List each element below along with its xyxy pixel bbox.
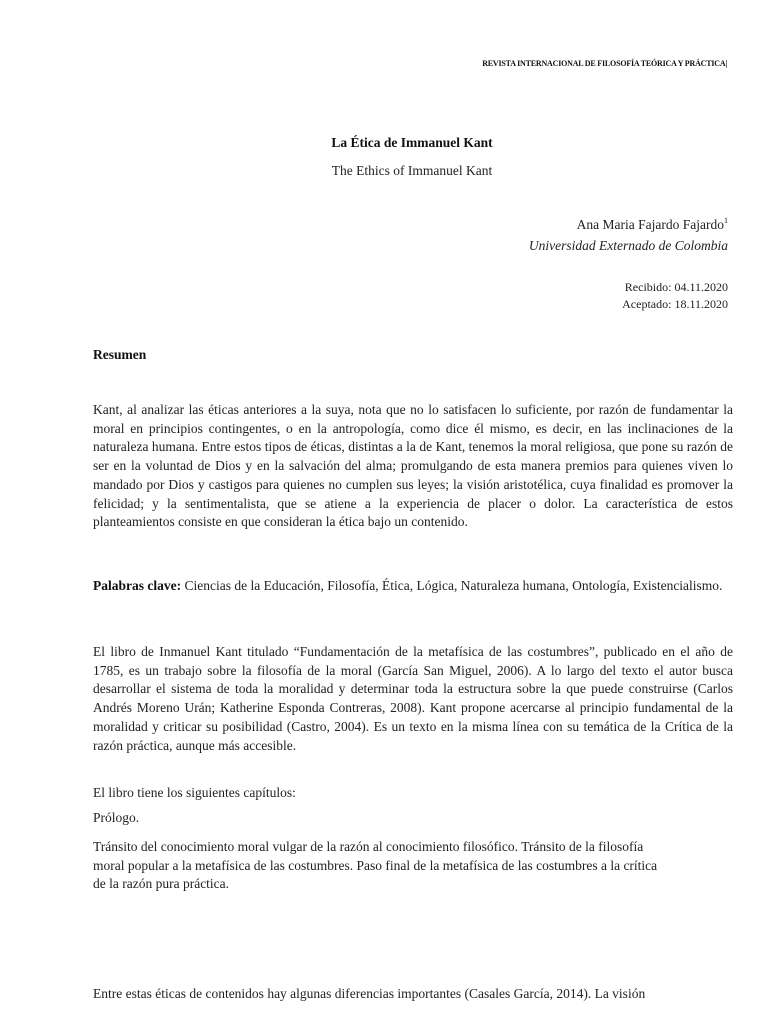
author-affiliation: Universidad Externado de Colombia <box>528 238 728 253</box>
keywords-paragraph <box>93 577 733 596</box>
article-subtitle: The Ethics of Immanuel Kant <box>331 163 493 178</box>
accepted-date: Aceptado: 18.11.2020 <box>622 297 728 311</box>
author-line <box>529 214 728 235</box>
keywords-label: Palabras clave: <box>93 578 182 593</box>
submission-dates <box>622 279 728 313</box>
abstract-heading: Resumen <box>93 347 147 362</box>
abstract-paragraph: Kant, al analizar las éticas anteriores a la suya, nota que no lo satisfacen lo suficiente, por razón de fundamentar la moral en principios contingentes, o en la antropología, como dice él mismo, es decir, en las inclinaciones de la naturaleza humana. Entre estos tipos de éticas, distintas a la de Kant, tenemos la moral religiosa, que pone su razón de ser en la voluntad de Dios y en la salvación del alma; promulgando de esta manera premios para quienes viven lo mandado por Dios y castigos para quienes no cumplen sus leyes; la visión aristotélica, cuya finalidad es promover la felicidad; y la sentimentalista, que se atiene a la experiencia de placer o dolor. La característica de estos planteamientos consiste en que consideran la ética bajo un contenido. <box>93 402 733 530</box>
author-block <box>529 214 728 256</box>
bottom-paragraph: Entre estas éticas de contenidos hay algunas diferencias importantes (Casales García, 2014). La visión <box>93 986 646 1001</box>
received-date: Recibido: 04.11.2020 <box>624 280 728 294</box>
keywords-list: Ciencias de la Educación, Filosofía, Ética, Lógica, Naturaleza humana, Ontología, Existencialismo. <box>181 578 723 593</box>
chapters-intro: El libro tiene los siguientes capítulos: <box>93 785 296 800</box>
prologue-line: Prólogo. <box>93 810 140 825</box>
intro-paragraph: El libro de Inmanuel Kant titulado “Fundamentación de la metafísica de las costumbres”, publicado en el año de 1785, es un trabajo sobre la filosofía de la moral (García San Miguel, 2006). A lo largo del texto el autor busca desarrollar el sistema de toda la moralidad y determinar toda la estructura sobre la que puede construirse (Carlos Andrés Moreno Urán; Katherine Esponda Contreras, 2008). Kant propone acercarse al principio fundamental de la moralidad y criticar su posibilidad (Castro, 2004). Es un texto en la misma línea con su temática de la Crítica de la razón práctica, aunque más accesible. <box>93 644 733 753</box>
chapters-list: Tránsito del conocimiento moral vulgar de la razón al conocimiento filosófico. Tránsito de la filosofía moral popular a la metafísica de las costumbres. Paso final de la metafísica de las costumbres a la crítica de la razón pura práctica. <box>93 839 658 892</box>
journal-running-header: REVISTA INTERNACIONAL DE FILOSOFÍA TEÓRICA Y PRÁCTICA| <box>482 59 727 68</box>
article-title: La Ética de Immanuel Kant <box>331 135 493 150</box>
author-name: Ana Maria Fajardo Fajardo <box>576 217 724 232</box>
author-footnote-marker: 1 <box>724 216 728 225</box>
